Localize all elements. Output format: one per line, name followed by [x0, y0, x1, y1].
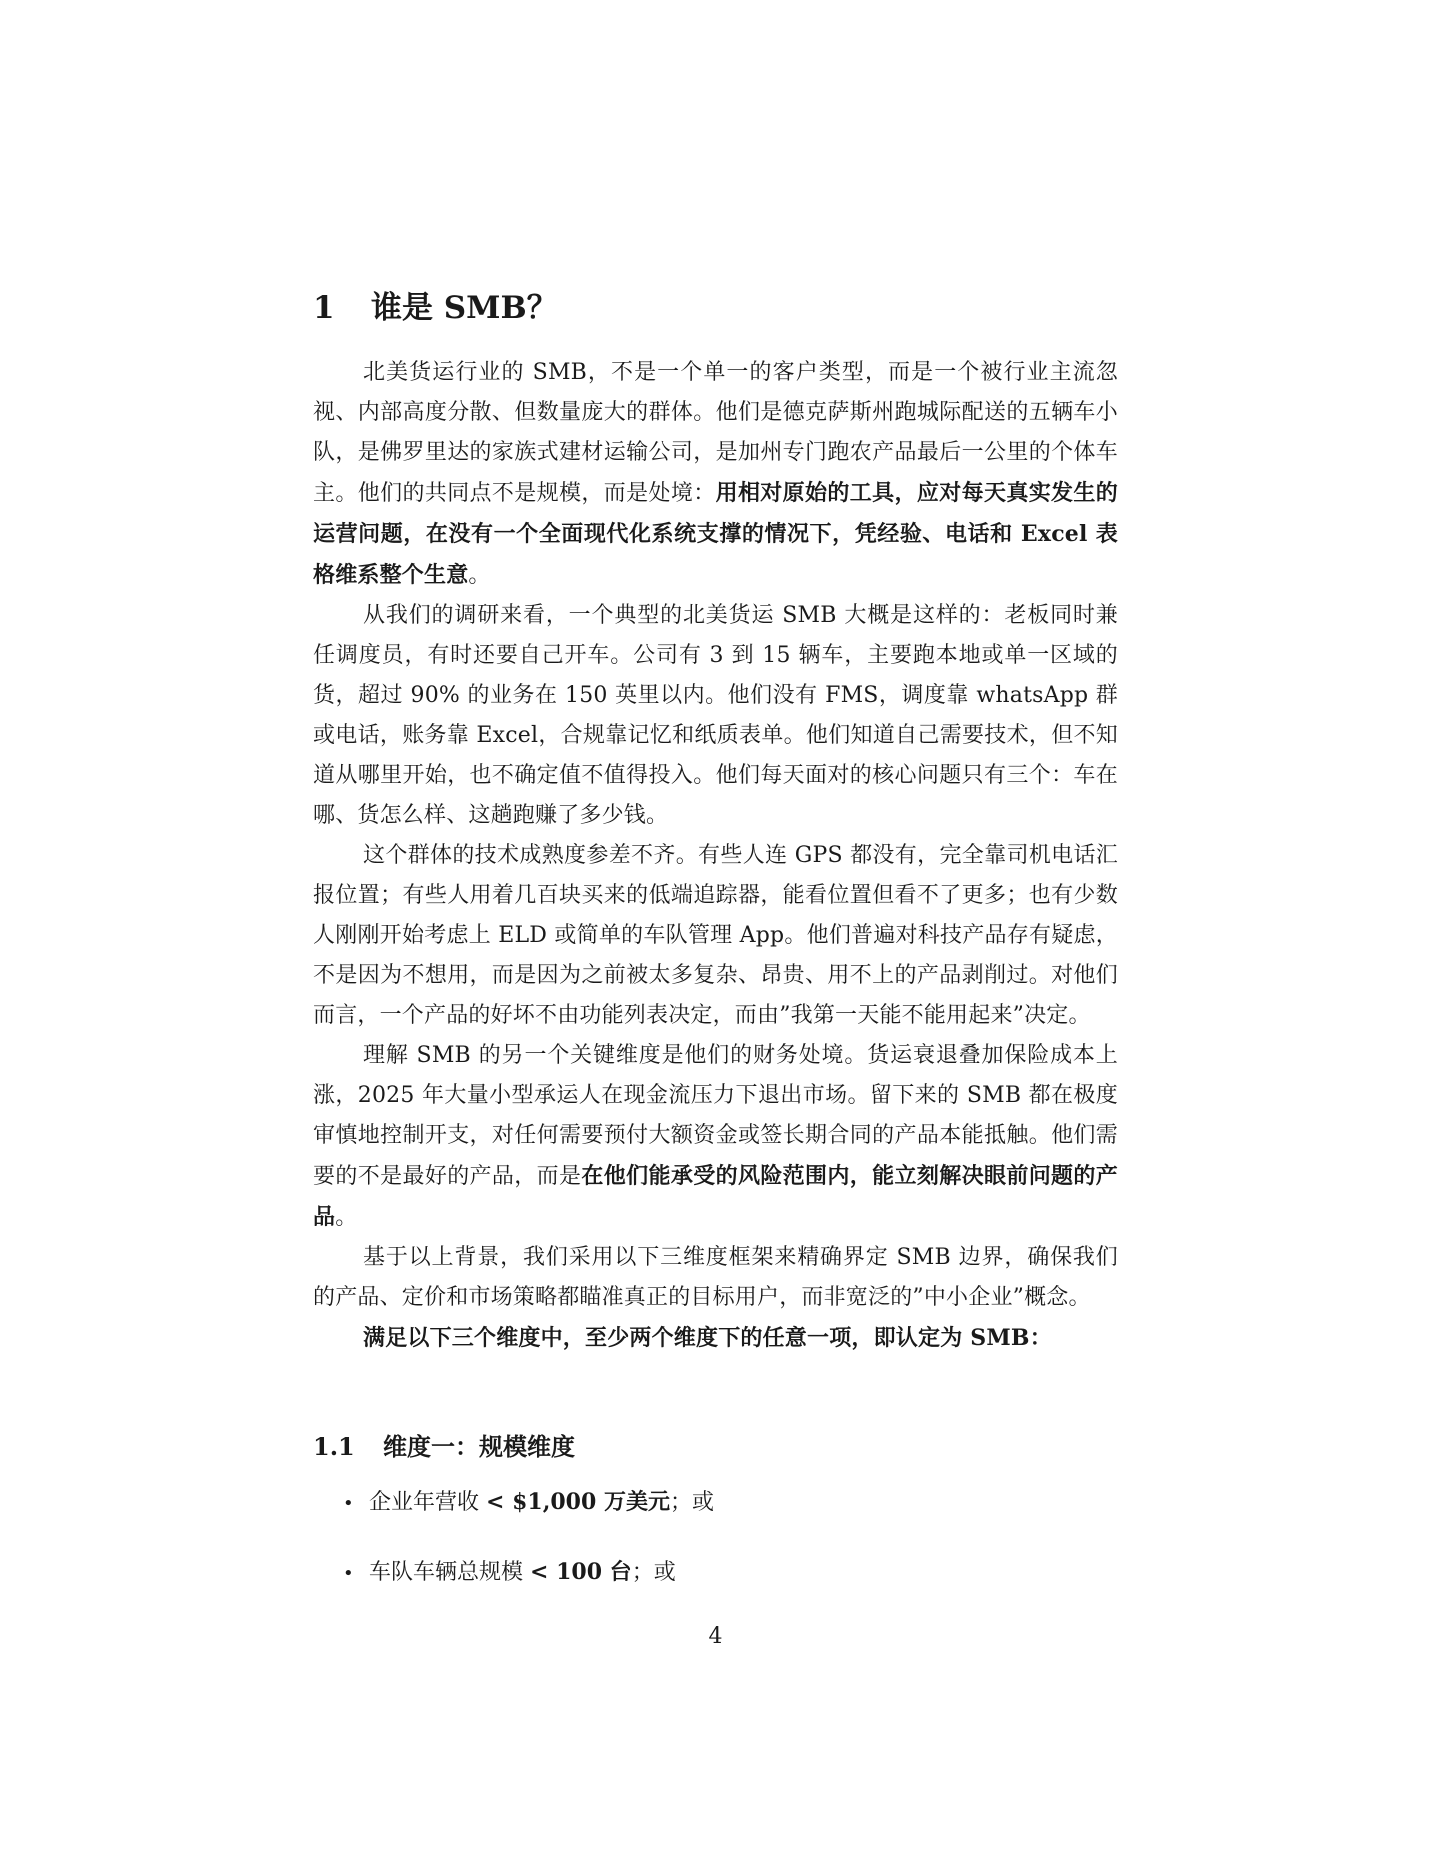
list-item — [343, 1552, 1103, 1592]
criteria-list — [343, 1482, 1103, 1622]
paragraph-text: 理解 SMB 的另一个关键维度是他们的财务处境。货运衰退叠加保险成本上涨，2025 年大量小型承运人在现金流压力下退出市场。留下来的 SMB 都在极度审慎地控制开支，对任何需要预付大额资金或签长期合同的产品本能抵触。他们需要的不是最好的产品，而是 — [313, 1043, 1118, 1189]
paragraph — [313, 1238, 1118, 1318]
paragraph-text: 基于以上背景，我们采用以下三维度框架来精确界定 SMB 边界，确保我们的产品、定价和市场策略都瞄准真正的目标用户，而非宽泛的”中小企业”概念。 — [313, 1245, 1118, 1310]
paragraph-text: 北美货运行业的 SMB，不是一个单一的客户类型，而是一个被行业主流忽视、内部高度分散、但数量庞大的群体。他们是德克萨斯州跑城际配送的五辆车小队，是佛罗里达的家族式建材运输公司，是加州专门跑农产品最后一公里的个体车主。他们的共同点不是规模，而是处境： — [313, 360, 1118, 506]
list-item-emphasis: < 100 台 — [530, 1559, 632, 1585]
emphasis-text: 用相对原始的工具，应对每天真实发生的运营问题，在没有一个全面现代化系统支撑的情况下，凭经验、电话和 Excel 表格维系整个生意 — [313, 480, 1118, 588]
bullet-icon: • — [343, 1493, 354, 1514]
paragraph-text: 从我们的调研来看，一个典型的北美货运 SMB 大概是这样的：老板同时兼任调度员，有时还要自己开车。公司有 3 到 15 辆车，主要跑本地或单一区域的货，超过 90% 的业务在 150 英里以内。他们没有 FMS，调度靠 whatsApp 群或电话，账务靠 Excel，合规靠记忆和纸质表单。他们知道自己需要技术，但不知道从哪里开始，也不确定值不值得投入。他们每天面对的核心问题只有三个：车在哪、货怎么样、这趟跑赚了多少钱。 — [313, 603, 1118, 828]
subsection-title-text: 维度一：规模维度 — [383, 1432, 575, 1461]
paragraph — [313, 1318, 1118, 1359]
emphasis-text: 满足以下三个维度中，至少两个维度下的任意一项，即认定为 SMB： — [363, 1325, 1052, 1351]
list-item-text: 企业年营收 — [369, 1490, 486, 1515]
section-number: 1 — [313, 290, 335, 326]
page-number: 4 — [708, 1624, 723, 1649]
section-heading — [313, 286, 558, 330]
list-item — [343, 1482, 1103, 1522]
list-item-suffix: ；或 — [631, 1560, 676, 1585]
paragraph-text: 。 — [468, 563, 491, 588]
list-item-suffix: ；或 — [669, 1490, 714, 1515]
emphasis-text: 在他们能承受的风险范围内，能立刻解决眼前问题的产品 — [313, 1163, 1118, 1230]
list-item-emphasis: < $1,000 万美元 — [486, 1489, 670, 1515]
body-text — [313, 353, 1118, 1359]
subsection-number: 1.1 — [313, 1432, 355, 1461]
paragraph — [313, 836, 1118, 1036]
list-item-text: 车队车辆总规模 — [369, 1560, 530, 1585]
bullet-icon: • — [343, 1563, 354, 1584]
section-title-text: 谁是 SMB？ — [371, 290, 558, 326]
subsection-heading — [313, 1427, 575, 1467]
paragraph — [313, 1036, 1118, 1238]
document-page — [313, 0, 1118, 1864]
paragraph — [313, 353, 1118, 596]
paragraph — [313, 596, 1118, 836]
paragraph-text: 。 — [335, 1205, 358, 1230]
paragraph-text: 这个群体的技术成熟度参差不齐。有些人连 GPS 都没有，完全靠司机电话汇报位置；有些人用着几百块买来的低端追踪器，能看位置但看不了更多；也有少数人刚刚开始考虑上 ELD 或简单的车队管理 App。他们普遍对科技产品存有疑虑，不是因为不想用，而是因为之前被太多复杂、昂贵、用不上的产品剥削过。对他们而言，一个产品的好坏不由功能列表决定，而由”我第一天能不能用起来”决定。 — [313, 843, 1118, 1028]
